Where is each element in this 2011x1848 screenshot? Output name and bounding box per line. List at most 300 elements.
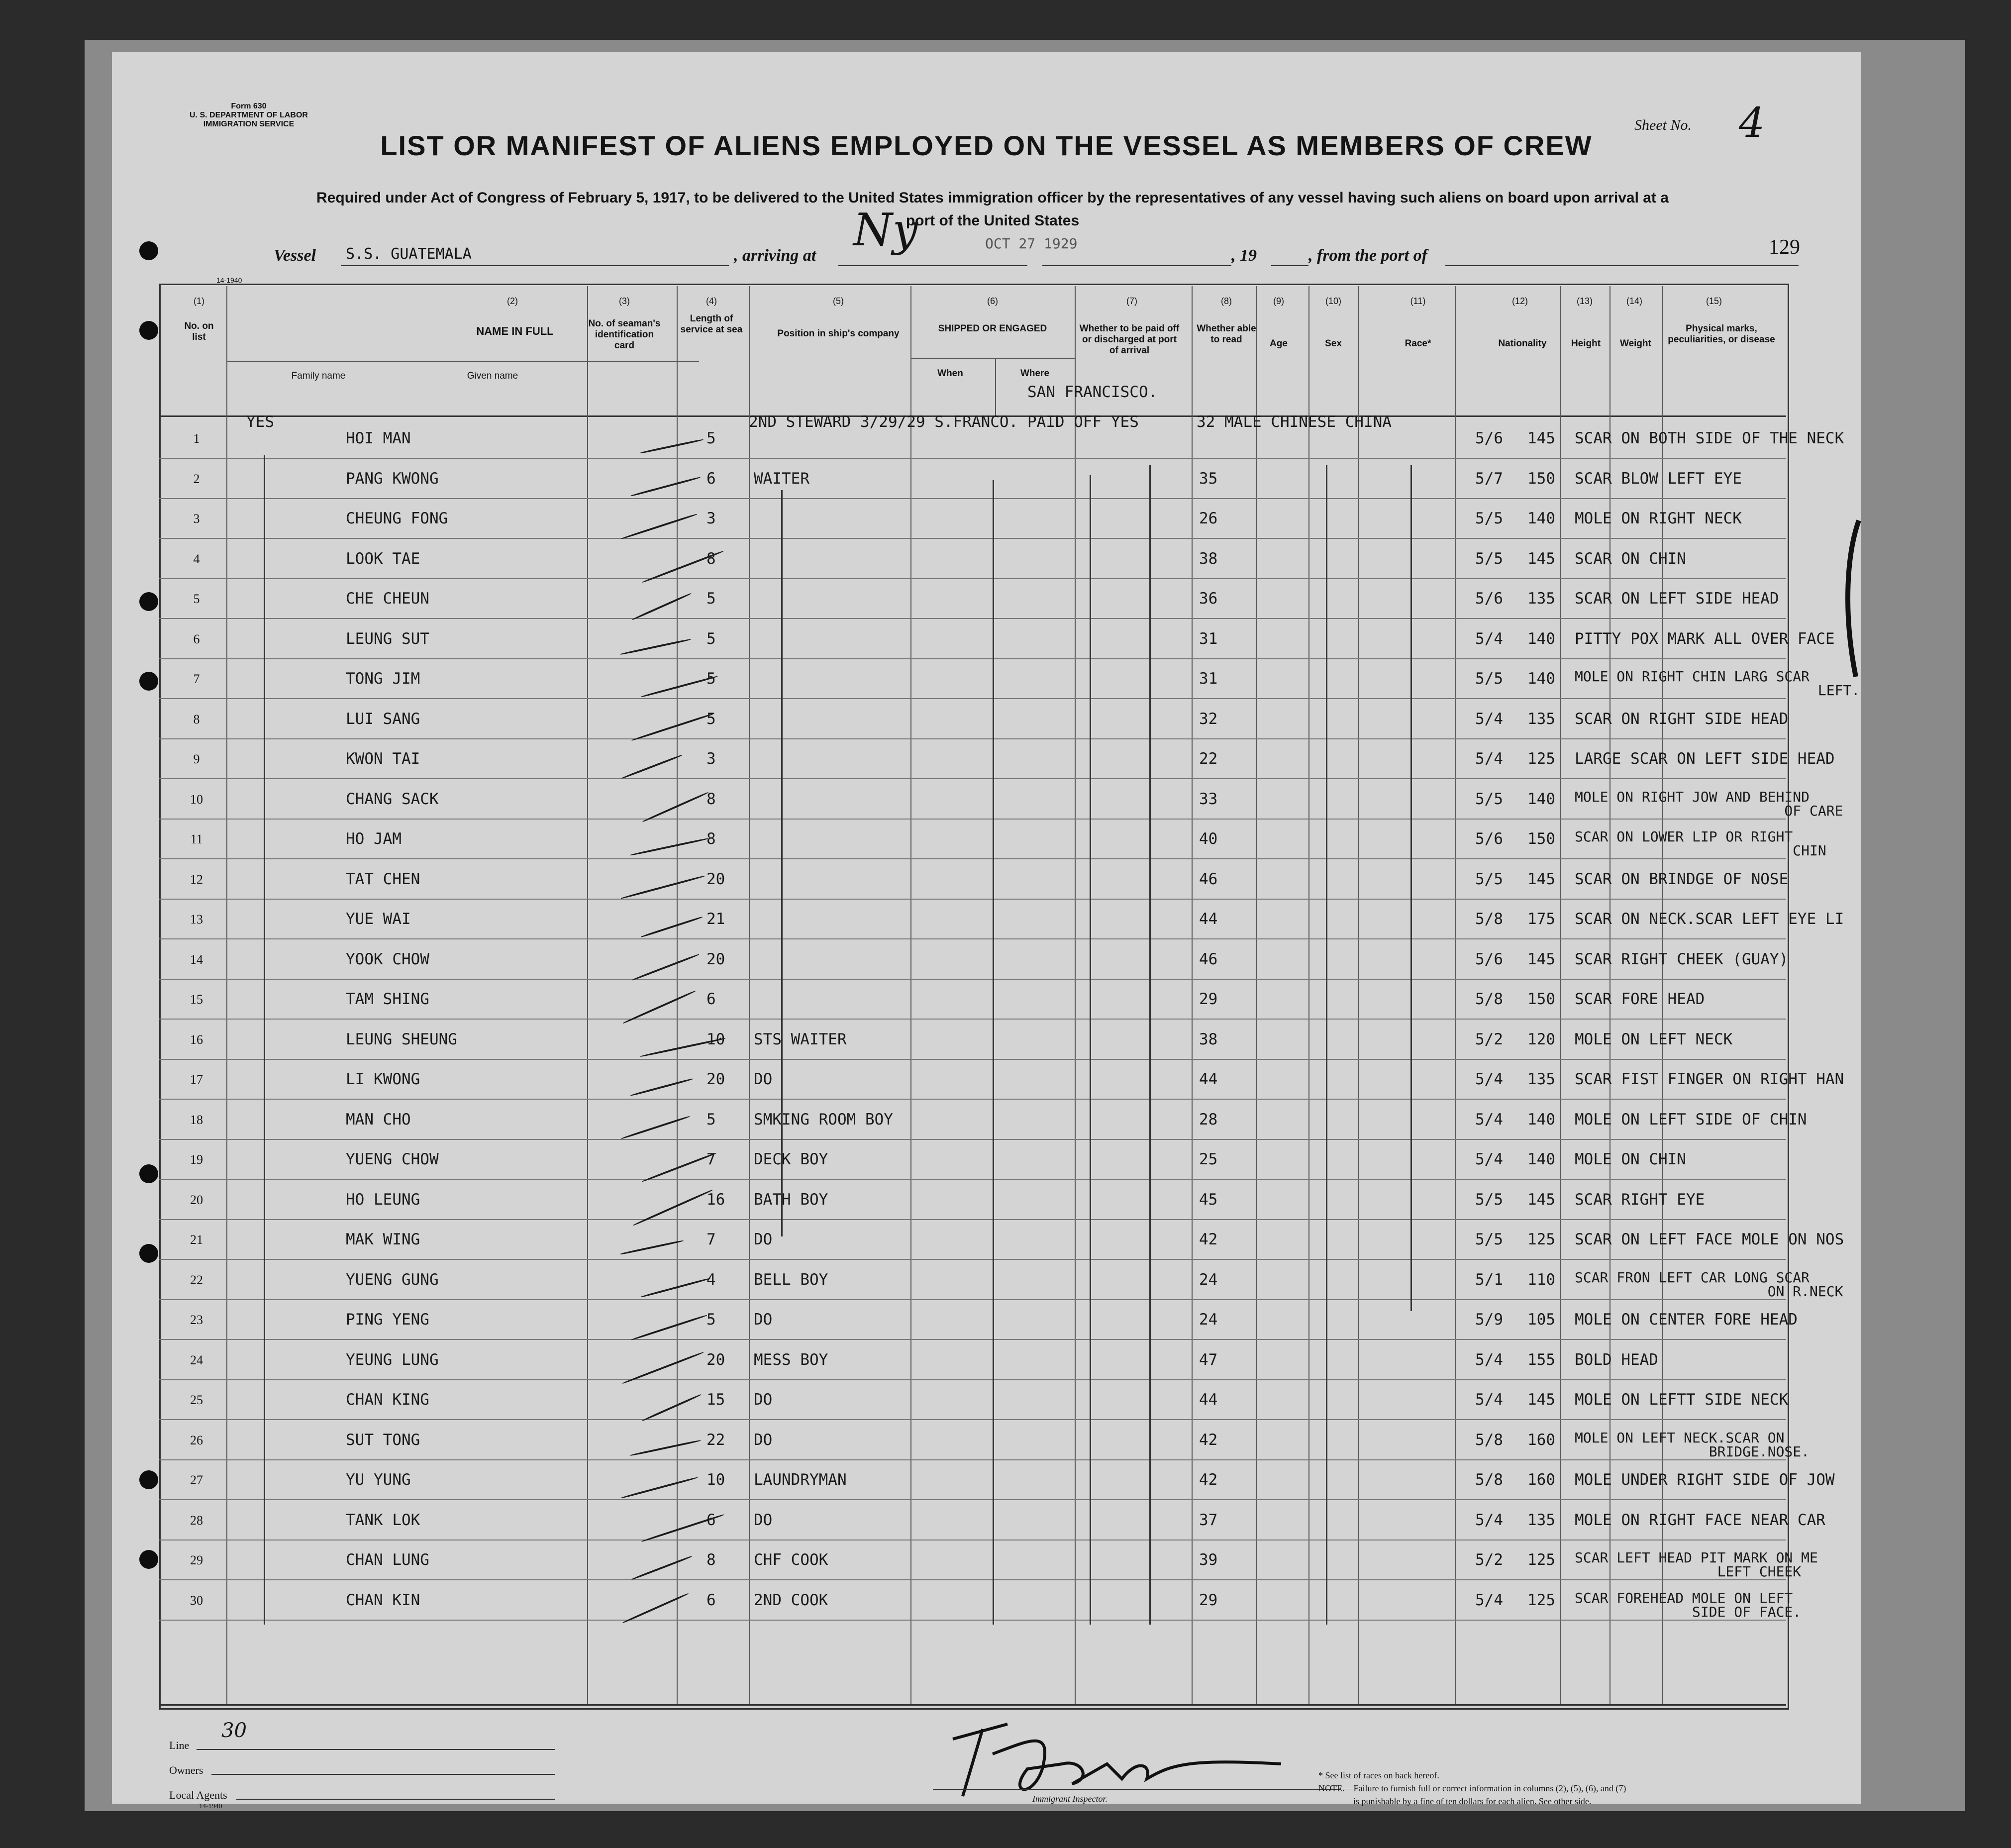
physical-marks: MOLE ON RIGHT JOW AND BEHIND OF CARE bbox=[1575, 788, 1843, 819]
age: 37 bbox=[1199, 1511, 1218, 1529]
ditto-line bbox=[264, 455, 265, 1625]
header-paid-off: Whether to be paid off or discharged at port of arrival bbox=[1079, 323, 1180, 356]
immigrant-inspector-label: Immigrant Inspector. bbox=[1032, 1794, 1107, 1804]
row-number: 17 bbox=[190, 1072, 203, 1087]
subtitle-line-2: port of the United States bbox=[905, 212, 1080, 229]
height: 5/2 bbox=[1475, 1030, 1503, 1048]
crew-name: CHAN LUNG bbox=[346, 1551, 429, 1569]
row-number: 9 bbox=[193, 752, 200, 766]
row-rule bbox=[159, 1459, 1786, 1460]
length-of-service: 6 bbox=[706, 1511, 716, 1529]
physical-marks: SCAR RIGHT EYE bbox=[1575, 1190, 1705, 1209]
crew-name: TAM SHING bbox=[346, 990, 429, 1008]
weight: 150 bbox=[1527, 469, 1555, 488]
col-num: (14) bbox=[1626, 296, 1642, 306]
weight: 135 bbox=[1527, 1070, 1555, 1088]
age: 46 bbox=[1199, 950, 1218, 968]
height: 5/4 bbox=[1475, 1150, 1503, 1168]
ship-position: MESS BOY bbox=[754, 1350, 828, 1369]
length-of-service: 22 bbox=[706, 1431, 725, 1449]
row-rule bbox=[159, 1259, 1786, 1260]
height: 5/4 bbox=[1475, 1110, 1503, 1129]
column-rule bbox=[587, 286, 588, 1704]
ship-position: WAITER bbox=[754, 469, 809, 488]
ship-position: 2ND COOK bbox=[754, 1591, 828, 1609]
line-underline bbox=[197, 1749, 555, 1750]
header-family-name: Family name bbox=[291, 371, 346, 381]
row-rule bbox=[159, 979, 1786, 980]
weight: 135 bbox=[1527, 1511, 1555, 1529]
weight: 105 bbox=[1527, 1311, 1555, 1329]
header-age: Age bbox=[1270, 338, 1288, 349]
manifest-sheet bbox=[112, 52, 1861, 1810]
department-name: U. S. DEPARTMENT OF LABOR bbox=[190, 111, 308, 119]
row-rule bbox=[159, 899, 1786, 900]
physical-marks: SCAR ON NECK.SCAR LEFT EYE LI bbox=[1575, 910, 1844, 928]
height: 5/6 bbox=[1475, 950, 1503, 968]
ship-position: DECK BOY bbox=[754, 1150, 828, 1168]
form-header-block bbox=[169, 102, 328, 129]
length-of-service: 5 bbox=[706, 429, 716, 447]
length-of-service: 8 bbox=[706, 830, 716, 848]
physical-marks: MOLE ON RIGHT NECK bbox=[1575, 510, 1742, 527]
weight: 160 bbox=[1527, 1431, 1555, 1449]
row-rule bbox=[159, 1219, 1786, 1220]
col-num: (13) bbox=[1576, 296, 1593, 306]
length-of-service: 5 bbox=[706, 629, 716, 648]
crew-name: YEUNG LUNG bbox=[346, 1350, 439, 1369]
length-of-service: 15 bbox=[706, 1391, 725, 1409]
length-of-service: 7 bbox=[706, 1150, 716, 1168]
note-penalty-1: NOTE.—Failure to furnish full or correct information in columns (2), (5), (6), and (7) bbox=[1318, 1783, 1626, 1793]
weight: 145 bbox=[1527, 1190, 1555, 1209]
column-rule bbox=[1075, 286, 1076, 1704]
form-number: Form 630 bbox=[231, 102, 267, 110]
length-of-service: 5 bbox=[706, 670, 716, 688]
header-no-on-list: No. on list bbox=[184, 321, 214, 342]
length-of-service: 20 bbox=[706, 950, 725, 968]
ship-position: DO bbox=[754, 1391, 773, 1409]
length-of-service: 20 bbox=[706, 870, 725, 888]
row-number: 23 bbox=[190, 1313, 203, 1327]
row-rule bbox=[159, 498, 1786, 499]
row-rule bbox=[159, 819, 1786, 820]
physical-marks: SCAR ON LEFT FACE MOLE ON NOS bbox=[1575, 1231, 1844, 1248]
physical-marks: SCAR FRON LEFT CAR LONG SCAR ON R.NECK bbox=[1575, 1269, 1843, 1300]
vessel-underline bbox=[341, 265, 729, 266]
physical-marks: MOLE ON RIGHT CHIN LARG SCAR LEFT. bbox=[1575, 668, 1860, 699]
length-of-service: 5 bbox=[706, 1311, 716, 1329]
weight: 140 bbox=[1527, 670, 1555, 688]
punch-hole bbox=[139, 1244, 158, 1263]
form-code: 14-1940 bbox=[216, 276, 242, 284]
subtitle bbox=[172, 187, 1813, 232]
ditto-line bbox=[1326, 465, 1327, 1625]
age: 24 bbox=[1199, 1270, 1218, 1289]
physical-marks: MOLE ON RIGHT FACE NEAR CAR bbox=[1575, 1511, 1825, 1529]
ditto-line bbox=[993, 480, 994, 1625]
crew-name: YUENG CHOW bbox=[346, 1150, 439, 1168]
weight: 145 bbox=[1527, 1391, 1555, 1409]
length-of-service: 10 bbox=[706, 1471, 725, 1489]
height: 5/9 bbox=[1475, 1311, 1503, 1329]
subtitle-line-1: Required under Act of Congress of February 5, 1917, to be delivered to the United States immigration officer by the representatives of any vessel having such aliens on board upon arrival at a bbox=[316, 190, 1669, 206]
age: 29 bbox=[1199, 990, 1218, 1008]
physical-marks: MOLE ON LEFT NECK.SCAR ON BRIDGE.NOSE. bbox=[1575, 1429, 1810, 1460]
column-rule bbox=[910, 286, 911, 1704]
row-number: 26 bbox=[190, 1433, 203, 1447]
header-race: Race* bbox=[1405, 338, 1431, 349]
height: 5/5 bbox=[1475, 510, 1503, 527]
weight: 125 bbox=[1527, 1591, 1555, 1609]
ship-position: DO bbox=[754, 1070, 773, 1088]
row-number: 1 bbox=[193, 431, 200, 446]
row-rule bbox=[159, 1019, 1786, 1020]
height: 5/4 bbox=[1475, 1070, 1503, 1088]
age: 24 bbox=[1199, 1311, 1218, 1329]
length-of-service: 8 bbox=[706, 549, 716, 568]
crew-name: CHEUNG FONG bbox=[346, 510, 448, 527]
footer-notes bbox=[1318, 1769, 1841, 1808]
age: 42 bbox=[1199, 1471, 1218, 1489]
physical-marks: SCAR LEFT HEAD PIT MARK ON ME LEFT CHEEK bbox=[1575, 1549, 1818, 1580]
owners-underline bbox=[211, 1774, 555, 1775]
header-shipped-when: When bbox=[937, 368, 963, 379]
crew-name: LOOK TAE bbox=[346, 549, 420, 568]
height: 5/5 bbox=[1475, 870, 1503, 888]
weight: 150 bbox=[1527, 830, 1555, 848]
physical-marks: SCAR BLOW LEFT EYE bbox=[1575, 469, 1742, 488]
weight: 120 bbox=[1527, 1030, 1555, 1048]
row-rule bbox=[159, 1299, 1786, 1300]
row-number: 7 bbox=[193, 672, 200, 686]
column-rule bbox=[1256, 286, 1257, 1704]
punch-hole bbox=[139, 672, 158, 691]
height: 5/7 bbox=[1475, 469, 1503, 488]
height: 5/8 bbox=[1475, 1431, 1503, 1449]
row-rule bbox=[159, 1379, 1786, 1380]
punch-hole bbox=[139, 592, 158, 611]
length-of-service: 10 bbox=[706, 1030, 725, 1048]
age: 36 bbox=[1199, 590, 1218, 608]
length-of-service: 20 bbox=[706, 1350, 725, 1369]
weight: 140 bbox=[1527, 790, 1555, 808]
age: 22 bbox=[1199, 750, 1218, 768]
crew-name: LI KWONG bbox=[346, 1070, 420, 1088]
weight: 135 bbox=[1527, 590, 1555, 608]
length-of-service: 8 bbox=[706, 1551, 716, 1569]
row-rule bbox=[159, 738, 1786, 739]
weight: 125 bbox=[1527, 1551, 1555, 1569]
row-number: 24 bbox=[190, 1352, 203, 1367]
physical-marks: MOLE UNDER RIGHT SIDE OF JOW bbox=[1575, 1471, 1835, 1489]
age: 40 bbox=[1199, 830, 1218, 848]
row-rule bbox=[159, 618, 1786, 619]
height: 5/8 bbox=[1475, 910, 1503, 928]
age: 44 bbox=[1199, 1070, 1218, 1088]
weight: 175 bbox=[1527, 910, 1555, 928]
crew-name: MAK WING bbox=[346, 1231, 420, 1248]
weight: 145 bbox=[1527, 429, 1555, 447]
physical-marks: SCAR ON RIGHT SIDE HEAD bbox=[1575, 710, 1789, 728]
row-rule bbox=[159, 1179, 1786, 1180]
height: 5/5 bbox=[1475, 549, 1503, 568]
column-rule bbox=[1455, 286, 1456, 1704]
age: 45 bbox=[1199, 1190, 1218, 1209]
length-of-service: 3 bbox=[706, 750, 716, 768]
from-port-label: , from the port of bbox=[1308, 246, 1427, 265]
height: 5/4 bbox=[1475, 1511, 1503, 1529]
year-underline bbox=[1271, 265, 1308, 266]
weight: 145 bbox=[1527, 870, 1555, 888]
date-underline bbox=[1042, 265, 1231, 266]
crew-name: CHE CHEUN bbox=[346, 590, 429, 608]
crew-name: TONG JIM bbox=[346, 670, 420, 688]
note-races: * See list of races on back hereof. bbox=[1318, 1770, 1439, 1780]
row-number: 29 bbox=[190, 1553, 203, 1567]
height: 5/6 bbox=[1475, 590, 1503, 608]
height: 5/5 bbox=[1475, 1190, 1503, 1209]
row-rule bbox=[159, 1620, 1786, 1621]
header-shipped-where: Where bbox=[1020, 368, 1050, 379]
weight: 160 bbox=[1527, 1471, 1555, 1489]
sheet-number: 4 bbox=[1739, 100, 1765, 147]
row-number: 28 bbox=[190, 1513, 203, 1528]
ship-position: BATH BOY bbox=[754, 1190, 828, 1209]
col-num: (4) bbox=[706, 296, 717, 306]
weight: 125 bbox=[1527, 750, 1555, 768]
age: 25 bbox=[1199, 1150, 1218, 1168]
weight: 140 bbox=[1527, 510, 1555, 527]
length-of-service: 6 bbox=[706, 469, 716, 488]
row-rule bbox=[159, 1099, 1786, 1100]
margin-bracket-mark bbox=[1841, 517, 1861, 682]
ship-position: LAUNDRYMAN bbox=[754, 1471, 847, 1489]
crew-name: CHANG SACK bbox=[346, 790, 439, 808]
header-sex: Sex bbox=[1325, 338, 1342, 349]
length-of-service: 5 bbox=[706, 710, 716, 728]
physical-marks: SCAR ON CHIN bbox=[1575, 549, 1686, 568]
physical-marks: SCAR ON BOTH SIDE OF THE NECK bbox=[1575, 429, 1844, 447]
date-stamp: OCT 27 1929 bbox=[985, 235, 1078, 252]
length-of-service: 16 bbox=[706, 1190, 725, 1209]
age: 31 bbox=[1199, 670, 1218, 688]
height: 5/2 bbox=[1475, 1551, 1503, 1569]
column-rule bbox=[677, 286, 678, 1704]
header-physical-marks: Physical marks, peculiarities, or disease bbox=[1668, 323, 1775, 345]
row-rule bbox=[159, 1059, 1786, 1060]
row-rule bbox=[159, 1579, 1786, 1580]
from-port-underline bbox=[1445, 265, 1799, 266]
height: 5/6 bbox=[1475, 429, 1503, 447]
row-number: 13 bbox=[190, 912, 203, 926]
col-num: (15) bbox=[1706, 296, 1722, 306]
row-number: 27 bbox=[190, 1473, 203, 1487]
row-number: 6 bbox=[193, 631, 200, 646]
crew-name: CHAN KIN bbox=[346, 1591, 420, 1609]
column-rule bbox=[995, 358, 996, 415]
length-of-service: 8 bbox=[706, 790, 716, 808]
length-of-service: 21 bbox=[706, 910, 725, 928]
inspector-signature bbox=[933, 1709, 1381, 1809]
header-length-of-service: Length of service at sea bbox=[680, 313, 743, 335]
weight: 155 bbox=[1527, 1350, 1555, 1369]
col-num: (1) bbox=[194, 296, 204, 306]
column-rule bbox=[1358, 286, 1359, 1704]
header-seaman-card: No. of seaman's identification card bbox=[588, 318, 661, 351]
crew-name: LEUNG SHEUNG bbox=[346, 1030, 457, 1048]
punch-hole bbox=[139, 321, 158, 340]
row-number: 10 bbox=[190, 792, 203, 807]
crew-name: YUE WAI bbox=[346, 910, 411, 928]
age: 42 bbox=[1199, 1231, 1218, 1248]
crew-name: KWON TAI bbox=[346, 750, 420, 768]
inspector-underline bbox=[933, 1789, 1341, 1790]
row-rule bbox=[159, 1499, 1786, 1500]
row-number: 30 bbox=[190, 1593, 203, 1608]
header-name-in-full: NAME IN FULL bbox=[476, 325, 554, 337]
column-rule bbox=[1560, 286, 1561, 1704]
crew-name: PING YENG bbox=[346, 1311, 429, 1329]
row1-port-san-francisco: SAN FRANCISCO. bbox=[1027, 383, 1158, 401]
vessel-name: S.S. GUATEMALA bbox=[346, 245, 472, 263]
height: 5/8 bbox=[1475, 990, 1503, 1008]
age: 46 bbox=[1199, 870, 1218, 888]
height: 5/4 bbox=[1475, 1350, 1503, 1369]
row1-yes-flag: YES bbox=[246, 413, 274, 431]
col-num: (9) bbox=[1273, 296, 1284, 306]
ship-position: SMKING ROOM BOY bbox=[754, 1110, 893, 1129]
ship-position: DO bbox=[754, 1311, 773, 1329]
ship-position: STS WAITER bbox=[754, 1030, 847, 1048]
row-number: 14 bbox=[190, 952, 203, 967]
crew-name: YU YUNG bbox=[346, 1471, 411, 1489]
age: 47 bbox=[1199, 1350, 1218, 1369]
physical-marks: MOLE ON LEFTT SIDE NECK bbox=[1575, 1391, 1789, 1409]
physical-marks: SCAR ON LEFT SIDE HEAD bbox=[1575, 590, 1779, 608]
ship-position: DO bbox=[754, 1231, 773, 1248]
ditto-line bbox=[781, 490, 783, 1236]
physical-marks: LARGE SCAR ON LEFT SIDE HEAD bbox=[1575, 750, 1835, 768]
header-height: Height bbox=[1571, 338, 1601, 349]
service-name: IMMIGRATION SERVICE bbox=[203, 120, 295, 128]
header-weight: Weight bbox=[1620, 338, 1651, 349]
length-of-service: 6 bbox=[706, 1591, 716, 1609]
ditto-line bbox=[1410, 465, 1412, 1311]
crew-name: SUT TONG bbox=[346, 1431, 420, 1449]
local-agents-label: Local Agents bbox=[169, 1789, 227, 1801]
arriving-underline bbox=[838, 265, 1027, 266]
col-num: (12) bbox=[1511, 296, 1528, 306]
row-number: 12 bbox=[190, 872, 203, 887]
col-num: (3) bbox=[619, 296, 630, 306]
header-able-to-read: Whether able to read bbox=[1197, 323, 1256, 345]
length-of-service: 4 bbox=[706, 1270, 716, 1289]
age: 31 bbox=[1199, 629, 1218, 648]
physical-marks: SCAR FORE HEAD bbox=[1575, 990, 1705, 1008]
age: 44 bbox=[1199, 1391, 1218, 1409]
crew-name: CHAN KING bbox=[346, 1391, 429, 1409]
note-penalty-2: is punishable by a fine of ten dollars for each alien. See other side. bbox=[1353, 1796, 1592, 1806]
row-number: 8 bbox=[193, 712, 200, 726]
age: 38 bbox=[1199, 549, 1218, 568]
col-num: (6) bbox=[987, 296, 998, 306]
age: 28 bbox=[1199, 1110, 1218, 1129]
weight: 125 bbox=[1527, 1231, 1555, 1248]
row-rule bbox=[159, 538, 1786, 539]
crew-name: YOOK CHOW bbox=[346, 950, 429, 968]
height: 5/4 bbox=[1475, 629, 1503, 648]
row-rule bbox=[159, 1339, 1786, 1340]
owners-label: Owners bbox=[169, 1764, 203, 1776]
footer-rule bbox=[159, 1704, 1786, 1706]
row-number: 19 bbox=[190, 1152, 203, 1167]
row-rule bbox=[159, 938, 1786, 939]
column-rule bbox=[1308, 286, 1309, 1704]
length-of-service: 6 bbox=[706, 990, 716, 1008]
vessel-label: Vessel bbox=[274, 246, 316, 265]
row-rule bbox=[159, 578, 1786, 579]
shipped-subheader-rule bbox=[910, 358, 1075, 359]
physical-marks: PITTY POX MARK ALL OVER FACE bbox=[1575, 629, 1835, 648]
row-rule bbox=[159, 778, 1786, 779]
weight: 145 bbox=[1527, 950, 1555, 968]
column-rule bbox=[226, 286, 227, 1704]
weight: 140 bbox=[1527, 1150, 1555, 1168]
crew-name: YUENG GUNG bbox=[346, 1270, 439, 1289]
physical-marks: SCAR RIGHT CHEEK (GUAY) bbox=[1575, 950, 1789, 968]
age: 42 bbox=[1199, 1431, 1218, 1449]
height: 5/6 bbox=[1475, 830, 1503, 848]
ship-position: CHF COOK bbox=[754, 1551, 828, 1569]
age: 32 bbox=[1199, 710, 1218, 728]
row-number: 4 bbox=[193, 551, 200, 566]
row-rule bbox=[159, 1139, 1786, 1140]
row-rule bbox=[159, 1419, 1786, 1420]
age: 39 bbox=[1199, 1551, 1218, 1569]
weight: 140 bbox=[1527, 629, 1555, 648]
length-of-service: 3 bbox=[706, 510, 716, 527]
header-given-name: Given name bbox=[467, 371, 518, 381]
height: 5/5 bbox=[1475, 670, 1503, 688]
row-number: 11 bbox=[190, 832, 203, 846]
agents-underline bbox=[236, 1799, 555, 1800]
row-rule bbox=[159, 658, 1786, 659]
height: 5/1 bbox=[1475, 1270, 1503, 1289]
header-nationality: Nationality bbox=[1498, 338, 1547, 349]
weight: 150 bbox=[1527, 990, 1555, 1008]
row-rule bbox=[159, 858, 1786, 859]
weight: 135 bbox=[1527, 710, 1555, 728]
row-number: 22 bbox=[190, 1272, 203, 1287]
ship-position: BELL BOY bbox=[754, 1270, 828, 1289]
physical-marks: SCAR ON LOWER LIP OR RIGHT CHIN bbox=[1575, 828, 1826, 859]
header-shipped-or-engaged: SHIPPED OR ENGAGED bbox=[938, 323, 1047, 334]
crew-name: TAT CHEN bbox=[346, 870, 420, 888]
length-of-service: 20 bbox=[706, 1070, 725, 1088]
punch-hole bbox=[139, 1550, 158, 1569]
crew-name: LUI SANG bbox=[346, 710, 420, 728]
height: 5/5 bbox=[1475, 790, 1503, 808]
height: 5/5 bbox=[1475, 1231, 1503, 1248]
physical-marks: BOLD HEAD bbox=[1575, 1350, 1658, 1369]
physical-marks: SCAR FIST FINGER ON RIGHT HAN bbox=[1575, 1070, 1844, 1088]
line-label: Line bbox=[169, 1739, 190, 1751]
height: 5/4 bbox=[1475, 1391, 1503, 1409]
age: 33 bbox=[1199, 790, 1218, 808]
arriving-label: , arriving at bbox=[734, 246, 816, 265]
col-num: (7) bbox=[1126, 296, 1137, 306]
